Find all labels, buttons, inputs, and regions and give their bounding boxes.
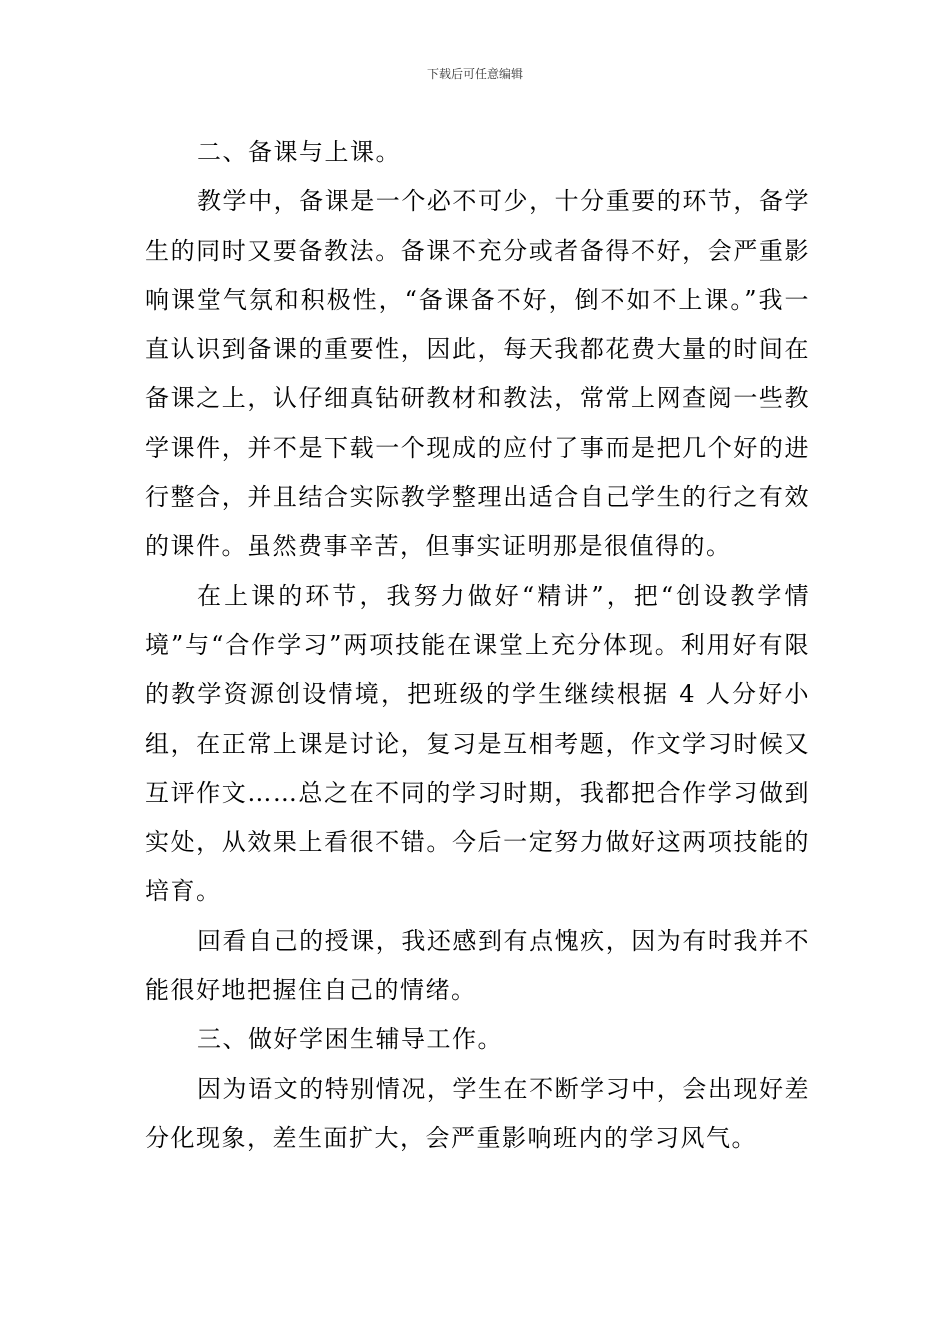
section-heading-2: 二、备课与上课。: [197, 138, 401, 166]
section-heading-3: 三、做好学困生辅导工作。: [197, 1025, 503, 1054]
page-header: 下载后可任意编辑: [426, 67, 523, 81]
paragraph-lesson-prep: 教学中，备课是一个必不可少，十分重要的环节，备学生的同时又要备教法。备课不充分或者备得不好，会严重影响课堂气氛和积极性，“备课备不好，倒不如不上课。”我一直认识到备课的重要性，因此，每天我都花费大量的时间在备课之上，认仔细真钻研教材和教法，常常上网查阅一些教学课件，并不是下载一个现成的应付了事而是把几个好的进行整合，并且结合实际教学整理出适合自己学生的行之有效的课件。虽然费事辛苦，但事实证明那是很值得的。: [145, 187, 810, 561]
paragraph-class-teaching: 在上课的环节，我努力做好“精讲”，把“创设教学情境”与“合作学习”两项技能在课堂上充分体现。利用好有限的教学资源创设情境，把班级的学生继续根据 4 人分好小组，在正常上课是讨论，复习是互相考题，作文学习时候又互评作文……总之在不同的学习时期，我都把合作学习做到实处，从效果上看很不错。今后一定努力做好这两项技能的培育。: [145, 581, 810, 906]
paragraph-self-reflection: 回看自己的授课，我还感到有点愧疚，因为有时我并不能很好地把握住自己的情绪。: [145, 926, 810, 1005]
document-body: [145, 128, 810, 1163]
paragraph-struggling-students: 因为语文的特别情况，学生在不断学习中，会出现好差分化现象，差生面扩大，会严重影响班内的学习风气。: [145, 1074, 810, 1152]
